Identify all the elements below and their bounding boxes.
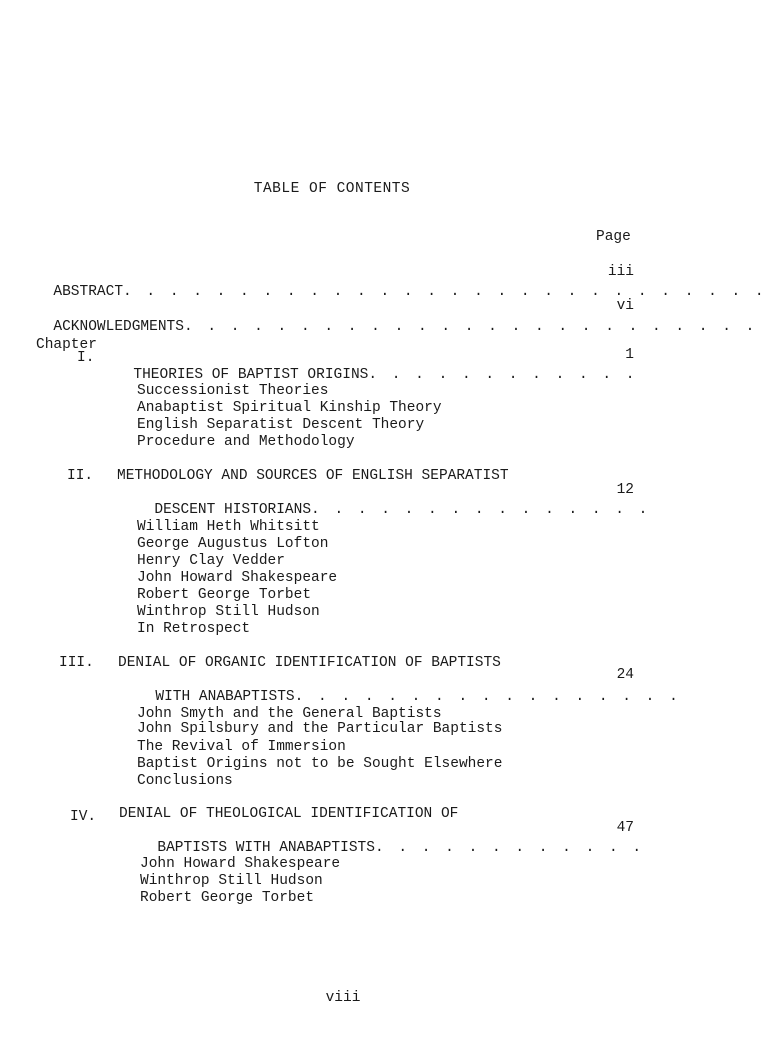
toc-entry-acknowledgments[interactable]	[36, 302, 757, 336]
toc-page-number: 12	[616, 482, 634, 498]
toc-page-number: vi	[616, 298, 634, 314]
toc-entry-abstract[interactable]	[36, 267, 767, 301]
leader-dots: . . . . . . . . . . . . . . . . . . . . . . . . . . . .	[123, 284, 767, 300]
toc-entry-label: ABSTRACT	[53, 284, 124, 300]
chapter-number: IV.	[70, 809, 97, 825]
toc-entry-chapter-4-line1[interactable]: DENIAL OF THEOLOGICAL IDENTIFICATION OF	[119, 806, 459, 822]
toc-subsection: Winthrop Still Hudson	[140, 873, 323, 889]
toc-page-number: 24	[616, 667, 634, 683]
toc-page-number: iii	[607, 264, 634, 280]
toc-subsection: Successionist Theories	[137, 383, 329, 399]
leader-dots: . . . . . . . . . . . . . . . . . . . . . . . . .	[183, 319, 758, 335]
toc-subsection: Baptist Origins not to be Sought Elsewhere	[137, 756, 503, 772]
toc-entry-label: WITH ANABAPTISTS	[155, 689, 295, 705]
toc-entry-chapter-3[interactable]	[138, 672, 681, 706]
leader-dots: . . . . . . . . . . . . . . . . .	[294, 689, 681, 705]
leader-dots: . . . . . . . . . . . . . . .	[311, 502, 651, 518]
toc-subsection: In Retrospect	[137, 621, 251, 637]
chapter-label: Chapter	[36, 337, 97, 353]
toc-entry-label: BAPTISTS WITH ANABAPTISTS	[157, 840, 375, 856]
toc-subsection: John Howard Shakespeare	[140, 856, 341, 872]
chapter-number: I.	[77, 350, 95, 366]
toc-subsection: English Separatist Descent Theory	[137, 417, 425, 433]
toc-subsection: The Revival of Immersion	[137, 739, 346, 755]
toc-subsection: Anabaptist Spiritual Kinship Theory	[137, 400, 442, 416]
toc-subsection: Winthrop Still Hudson	[137, 604, 320, 620]
chapter-number: III.	[59, 655, 94, 671]
toc-entry-chapter-4[interactable]	[140, 823, 644, 857]
toc-entry-label: ACKNOWLEDGMENTS	[53, 319, 184, 335]
toc-entry-chapter-2-line1[interactable]: METHODOLOGY AND SOURCES OF ENGLISH SEPARATIST	[117, 468, 509, 484]
toc-entry-chapter-1[interactable]	[116, 350, 638, 384]
toc-subsection: John Spilsbury and the Particular Baptists	[137, 721, 503, 737]
leader-dots: . . . . . . . . . . . .	[368, 367, 638, 383]
toc-entry-chapter-3-line1[interactable]: DENIAL OF ORGANIC IDENTIFICATION OF BAPTISTS	[118, 655, 501, 671]
toc-subsection: Robert George Torbet	[140, 890, 315, 906]
toc-entry-label: THEORIES OF BAPTIST ORIGINS	[133, 367, 369, 383]
toc-subsection: William Heth Whitsitt	[137, 519, 320, 535]
toc-subsection: Henry Clay Vedder	[137, 553, 285, 569]
toc-page-number: 1	[625, 347, 634, 363]
toc-subsection: Conclusions	[137, 773, 233, 789]
toc-subsection: John Smyth and the General Baptists	[137, 706, 442, 722]
toc-entry-chapter-2[interactable]	[137, 485, 650, 519]
toc-subsection: Procedure and Methodology	[137, 434, 355, 450]
toc-subsection: George Augustus Lofton	[137, 536, 329, 552]
page-number-footer: viii	[325, 990, 361, 1006]
leader-dots: . . . . . . . . . . . .	[374, 840, 645, 856]
toc-entry-label: DESCENT HISTORIANS	[154, 502, 312, 518]
toc-subsection: Robert George Torbet	[137, 587, 312, 603]
page-column-header: Page	[596, 229, 631, 245]
page-title: TABLE OF CONTENTS	[253, 181, 411, 197]
toc-subsection: John Howard Shakespeare	[137, 570, 338, 586]
toc-page-number: 47	[616, 820, 634, 836]
chapter-number: II.	[67, 468, 94, 484]
